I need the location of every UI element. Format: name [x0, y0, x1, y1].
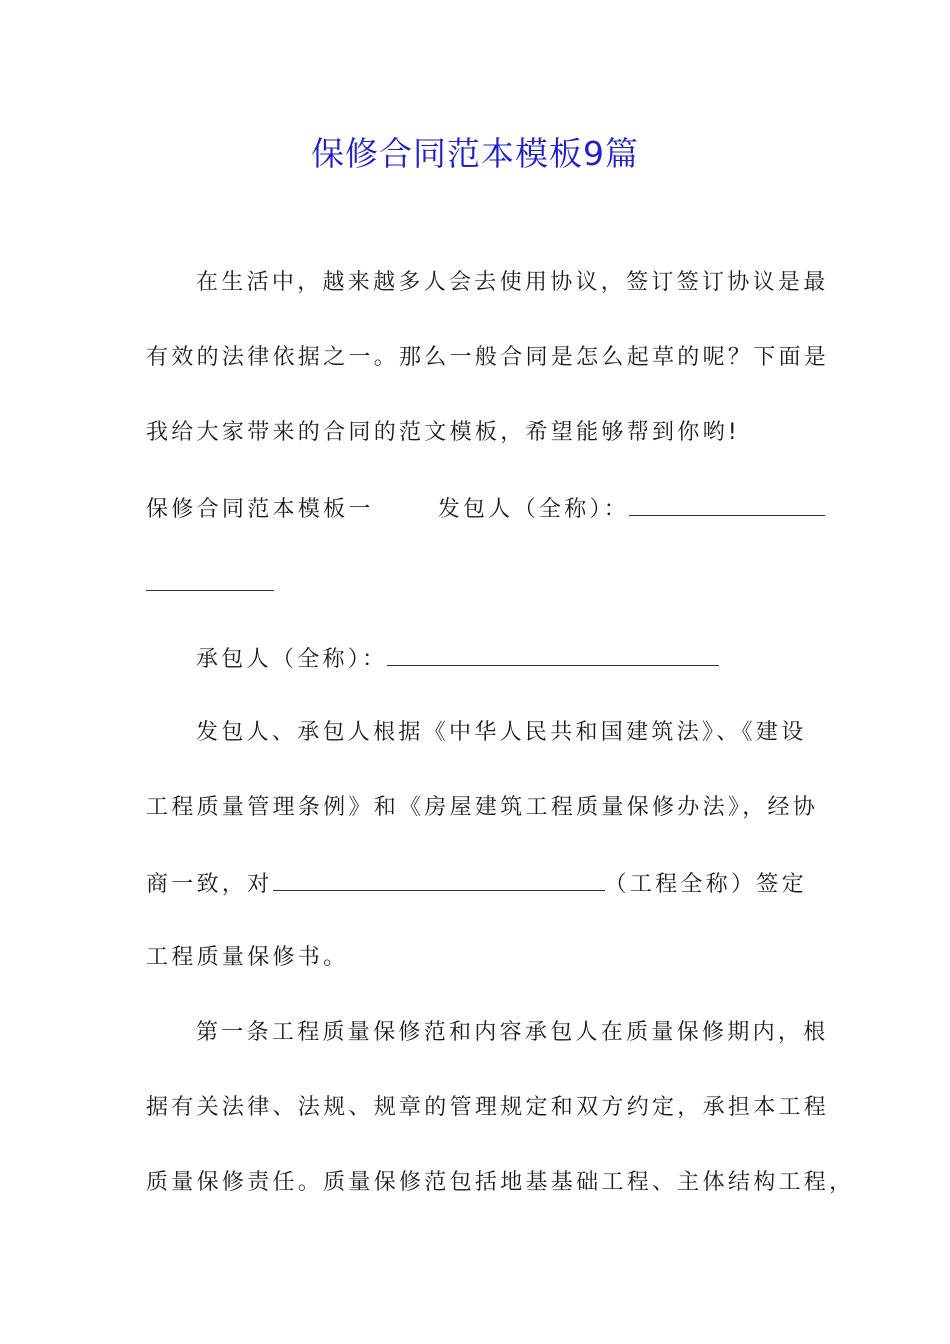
- intro-line-1: 在生活中，越来越多人会去使用协议，签订签订协议是最: [196, 270, 829, 295]
- contractor-label: 承包人（全称）：: [196, 647, 388, 672]
- intro-line-2: 有效的法律依据之一。那么一般合同是怎么起草的呢？下面是: [146, 345, 830, 370]
- project-name-blank: [273, 868, 605, 891]
- para2-line-1: 第一条工程质量保修范和内容承包人在质量保修期内，根: [196, 1020, 829, 1045]
- para1-line-3-prefix: 商一致，对: [146, 872, 273, 897]
- para1-line-3: [146, 868, 806, 900]
- template1-heading: 保修合同范本模板一: [146, 497, 374, 522]
- para1-line-2: 工程质量管理条例》和《房屋建筑工程质量保修办法》，经协: [146, 795, 819, 820]
- document-title: 保修合同范本模板9篇: [311, 134, 639, 173]
- para2-line-2: 据有关法律、法规、规章的管理规定和双方约定，承担本工程: [146, 1095, 830, 1120]
- para1-line-1: 发包人、承包人根据《中华人民共和国建筑法》、《建设: [196, 720, 807, 745]
- contractor-blank: [387, 643, 719, 666]
- intro-line-3: 我给大家带来的合同的范文模板，希望能够帮到你哟!: [146, 420, 741, 445]
- employer-blank: [629, 493, 825, 516]
- para1-line-3-suffix: （工程全称）签定: [604, 872, 807, 897]
- template1-heading-line: [146, 493, 806, 525]
- employer-label: 发包人（全称）：: [437, 497, 630, 522]
- para2-line-3: 质量保修责任。质量保修范包括地基基础工程、主体结构工程，: [146, 1170, 855, 1195]
- employer-blank-continued-line: [146, 568, 806, 600]
- contractor-line: [196, 643, 856, 675]
- para1-line-4: 工程质量保修书。: [146, 945, 349, 970]
- employer-blank-continued: [146, 568, 274, 591]
